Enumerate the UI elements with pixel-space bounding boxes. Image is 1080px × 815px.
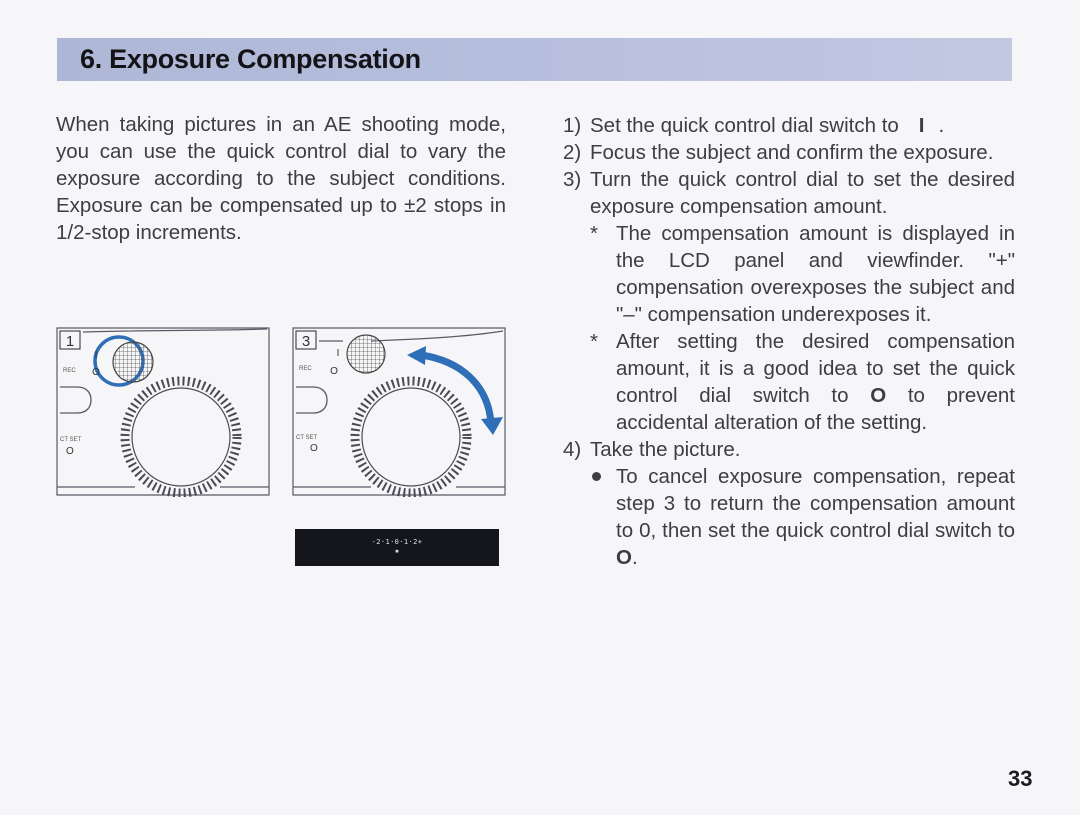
switch-label-set: CT SET [296,435,318,441]
step-2 [563,139,1015,166]
switch-label-rec: REC [299,366,312,372]
bullet-dot-icon [592,472,601,481]
switch-label-set: CT SET [60,437,82,443]
switch-position-o: O [616,546,632,569]
note-text: After setting the desired compensation amount, it is a good idea to set the quick control dial switch to [616,330,1015,407]
switch-label-o: O [330,366,338,377]
bullet-end: . [631,546,638,569]
figure-3-dial-rotation [291,327,506,497]
figure-number: 3 [301,333,311,350]
page-number: 33 [1008,766,1033,791]
switch-label-i: I [336,348,340,359]
intro-text: When taking pictures in an AE shooting mode, you can use the quick control dial to vary the exposure according to the subject conditions. Exposure can be compensated up to ±2 stops in 1/2-stop increments. [56,113,506,244]
step-3 [563,166,1015,220]
step-1 [563,112,1015,139]
switch-position-o: O [870,384,887,407]
step-text: Take the picture. [590,438,741,461]
exposure-pointer-icon: ▪ [394,547,400,555]
bullet-text: To cancel exposure compensation, repeat step 3 to return the compensation amount to 0, then set the quick control dial switch to [616,465,1015,542]
asterisk-mark: * [590,330,598,353]
step-number: 1) [563,114,582,137]
camera-dial-illustration [55,327,270,497]
section-title: 6. Exposure Compensation [80,44,421,74]
section-title-bar [57,38,1012,81]
switch-label-o: O [92,367,100,378]
step-text: Set the quick control dial switch to [590,114,899,137]
figure-number: 1 [65,333,75,350]
bullet-cancel [563,463,1015,571]
intro-paragraph [56,111,506,246]
step-end: . [938,114,945,137]
procedure-steps [563,112,1015,571]
switch-label-i: I [94,350,98,361]
step-number: 2) [563,141,582,164]
note-2 [563,328,1015,436]
asterisk-mark: * [590,222,598,245]
step-4 [563,436,1015,463]
switch-label-rec: REC [63,368,76,374]
switch-label-o-lower: O [66,446,74,457]
note-text-end: to prevent accidental alteration of the setting. [616,384,1016,434]
lcd-exposure-scale [295,529,499,566]
step-text: Focus the subject and confirm the exposure. [590,141,994,164]
step-number: 3) [563,168,582,191]
step-text: Turn the quick control dial to set the desired exposure compensation amount. [590,168,1015,218]
exposure-scale-readout: -2·1·0·1·2+ [371,538,423,546]
switch-position-i: I [918,114,925,137]
camera-dial-rotation-illustration [291,327,506,497]
switch-label-o-lower: O [310,443,318,454]
step-number: 4) [563,438,582,461]
note-1 [563,220,1015,328]
figure-1-dial-switch [55,327,270,497]
note-text: The compensation amount is displayed in the LCD panel and viewfinder. "+" compensation overexposes the subject and "–" compensation underexposes it. [616,222,1015,326]
